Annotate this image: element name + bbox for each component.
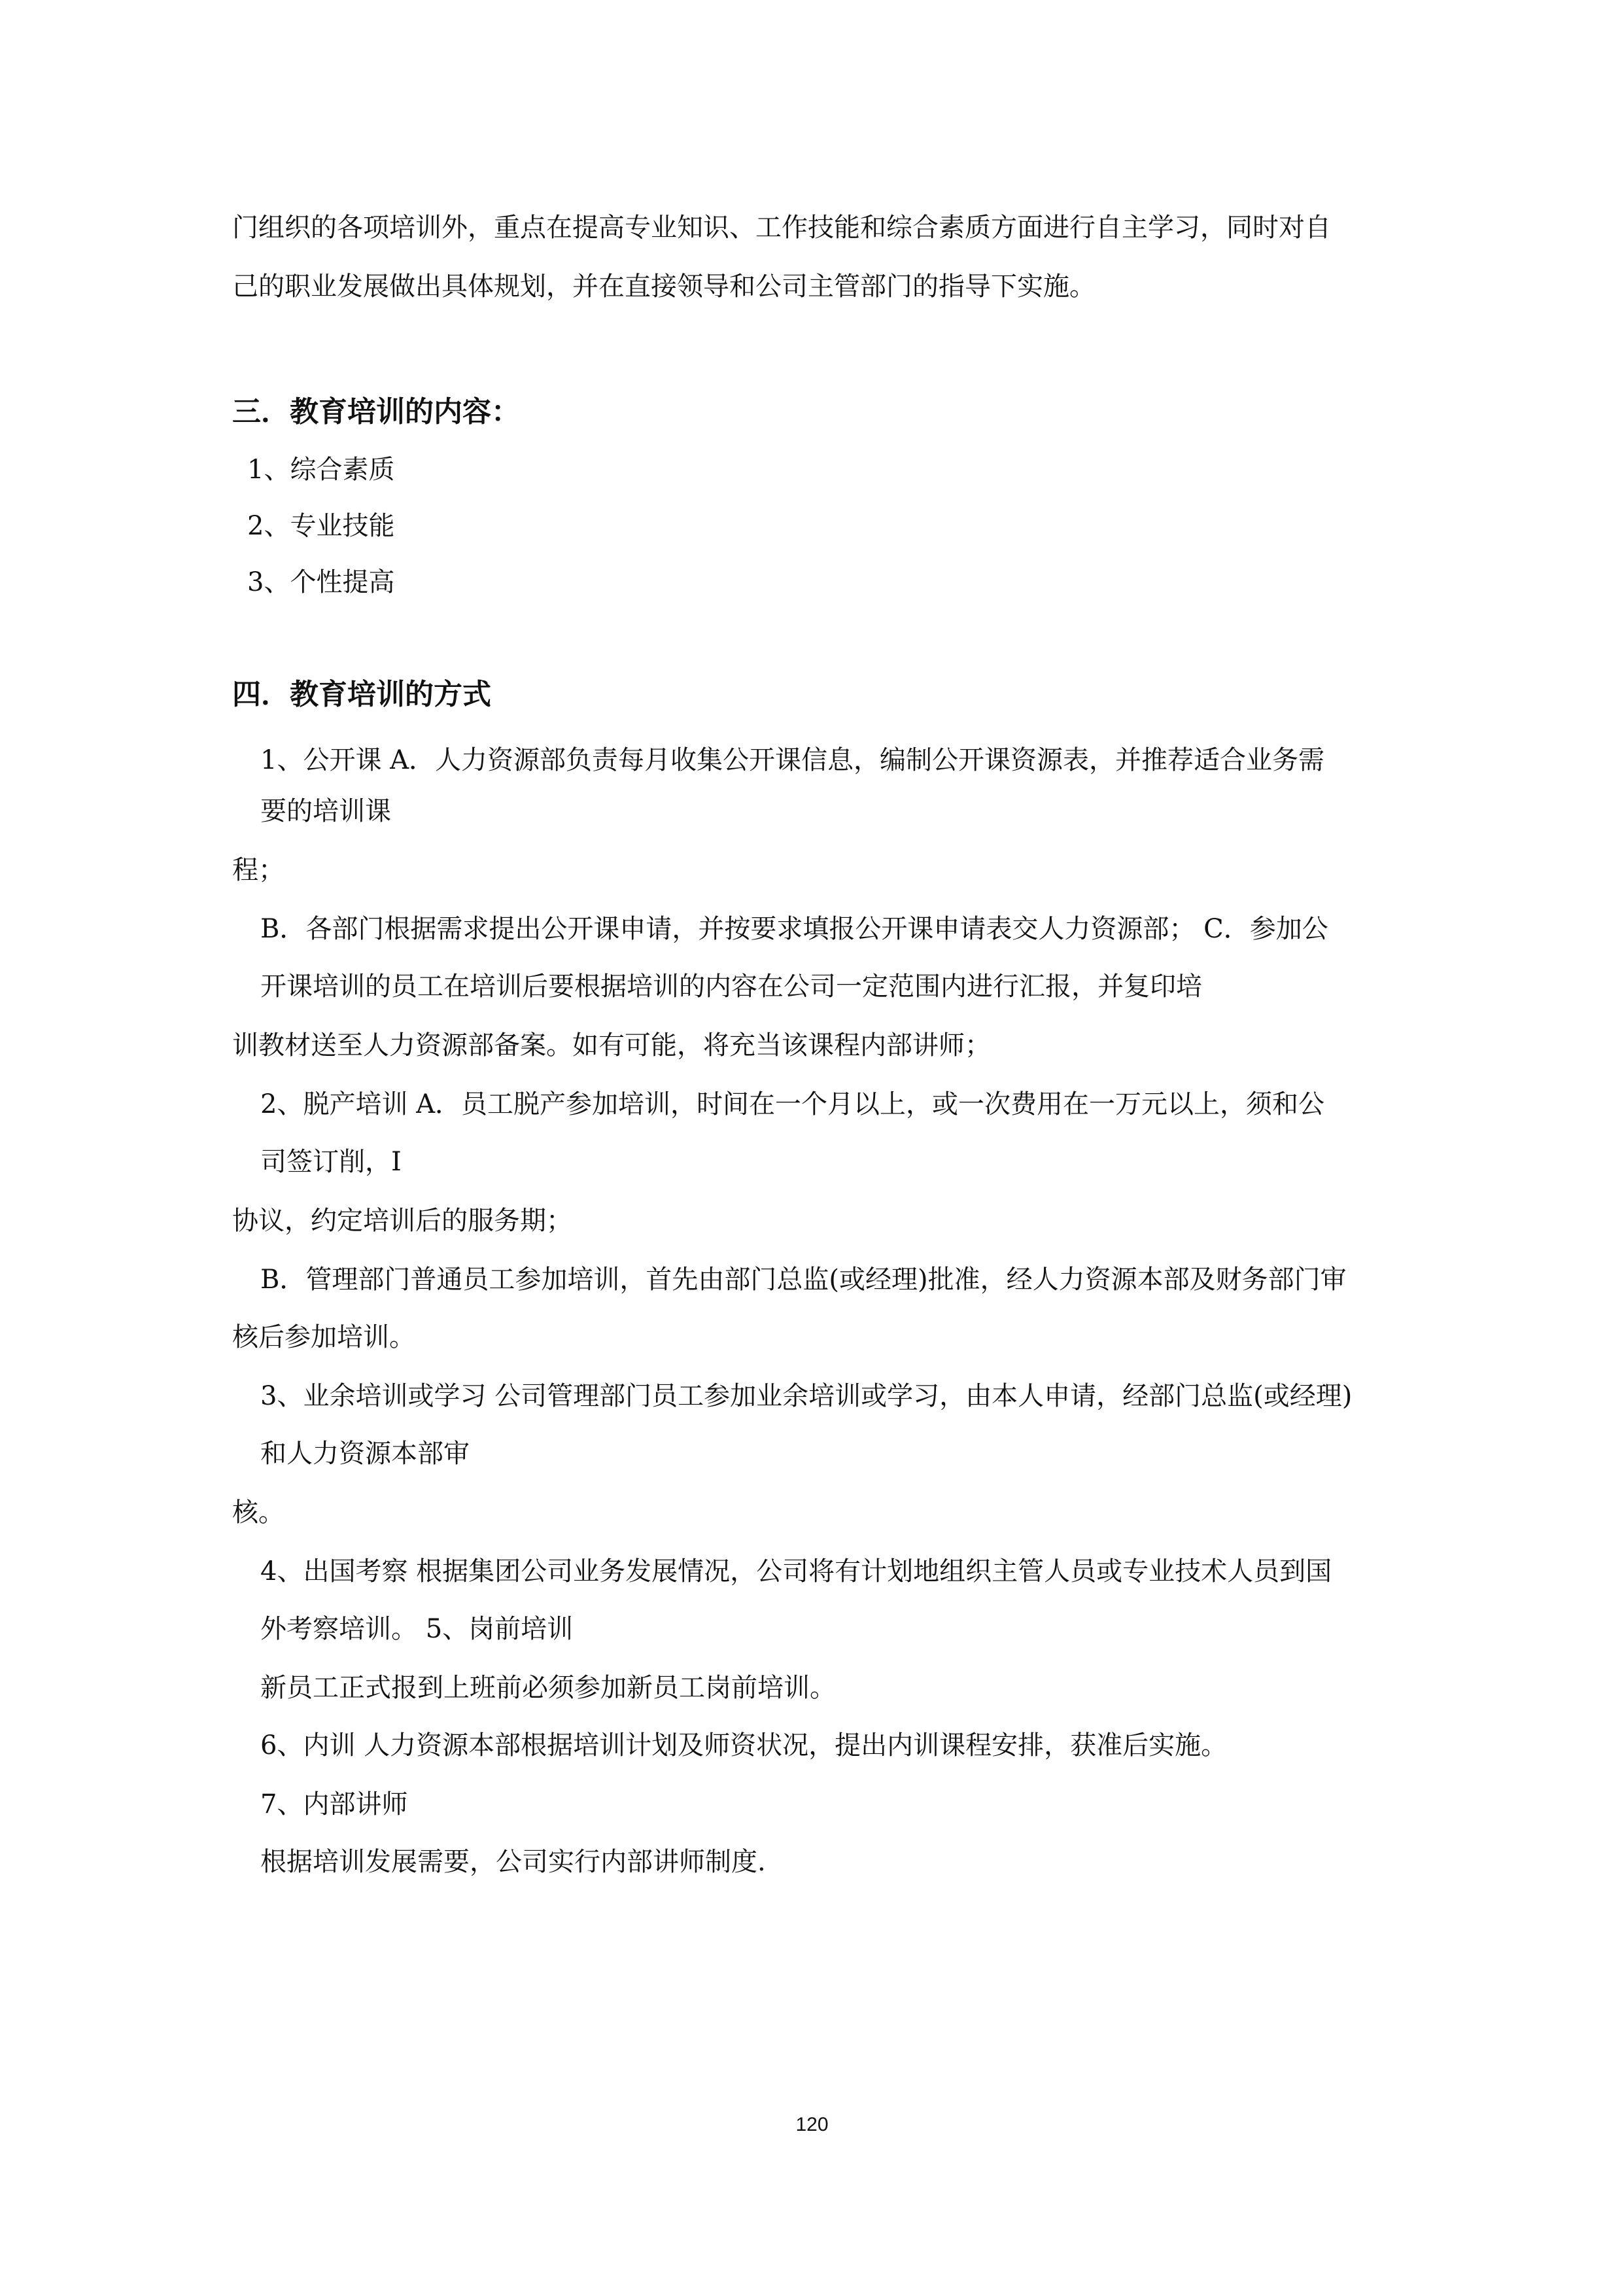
section-4-line: 要的培训课 xyxy=(260,796,391,826)
section-4-line: 司签订削，I xyxy=(260,1147,402,1177)
section-4-line: B．管理部门普通员工参加培训，首先由部门总监(或经理)批准，经人力资源本部及财务部门审 xyxy=(260,1265,1347,1295)
section-4-line: 根据培训发展需要，公司实行内部讲师制度. xyxy=(260,1847,766,1877)
section-3-item-1: 1、综合素质 xyxy=(247,455,395,485)
section-3-item-2: 2、专业技能 xyxy=(247,511,395,541)
section-4-line: 核。 xyxy=(232,1498,285,1528)
page-number: 120 xyxy=(795,2114,829,2135)
section-4-line: 协议，约定培训后的服务期； xyxy=(232,1206,572,1236)
section-4-heading: 四．教育培训的方式 xyxy=(232,678,491,711)
section-3-item-3: 3、个性提高 xyxy=(247,567,395,597)
section-3-heading: 三．教育培训的内容： xyxy=(232,395,520,429)
section-4-line: B．各部门根据需求提出公开课申请，并按要求填报公开课申请表交人力资源部； C．参加公 xyxy=(260,914,1328,944)
section-4-line: 2、脱产培训 A．员工脱产参加培训，时间在一个月以上，或一次费用在一万元以上，须和公 xyxy=(260,1089,1325,1119)
section-4-line: 1、公开课 A．人力资源部负责每月收集公开课信息，编制公开课资源表，并推荐适合业务需 xyxy=(260,745,1325,775)
section-4-line: 程； xyxy=(232,855,285,885)
section-4-line: 6、内训 人力资源本部根据培训计划及师资状况，提出内训课程安排，获准后实施。 xyxy=(260,1730,1228,1761)
section-4-line: 7、内部讲师 xyxy=(260,1789,408,1819)
section-4-line: 开课培训的员工在培训后要根据培训的内容在公司一定范围内进行汇报，并复印培 xyxy=(260,972,1202,1002)
section-4-line: 外考察培训。 5、岗前培训 xyxy=(260,1614,574,1644)
section-4-line: 和人力资源本部审 xyxy=(260,1439,470,1469)
intro-line-2: 己的职业发展做出具体规划，并在直接领导和公司主管部门的指导下实施。 xyxy=(232,272,1096,302)
section-4-line: 核后参加培训。 xyxy=(232,1322,415,1352)
section-4-line: 4、出国考察 根据集团公司业务发展情况，公司将有计划地组织主管人员或专业技术人员到国 xyxy=(260,1556,1332,1586)
section-4-line: 新员工正式报到上班前必须参加新员工岗前培训。 xyxy=(260,1673,836,1703)
section-4-line: 3、业余培训或学习 公司管理部门员工参加业余培训或学习，由本人申请，经部门总监(或经理) xyxy=(260,1381,1353,1411)
section-4-line: 训教材送至人力资源部备案。如有可能，将充当该课程内部讲师； xyxy=(232,1030,991,1060)
intro-line-1: 门组织的各项培训外，重点在提高专业知识、工作技能和综合素质方面进行自主学习，同时对自 xyxy=(232,213,1331,243)
